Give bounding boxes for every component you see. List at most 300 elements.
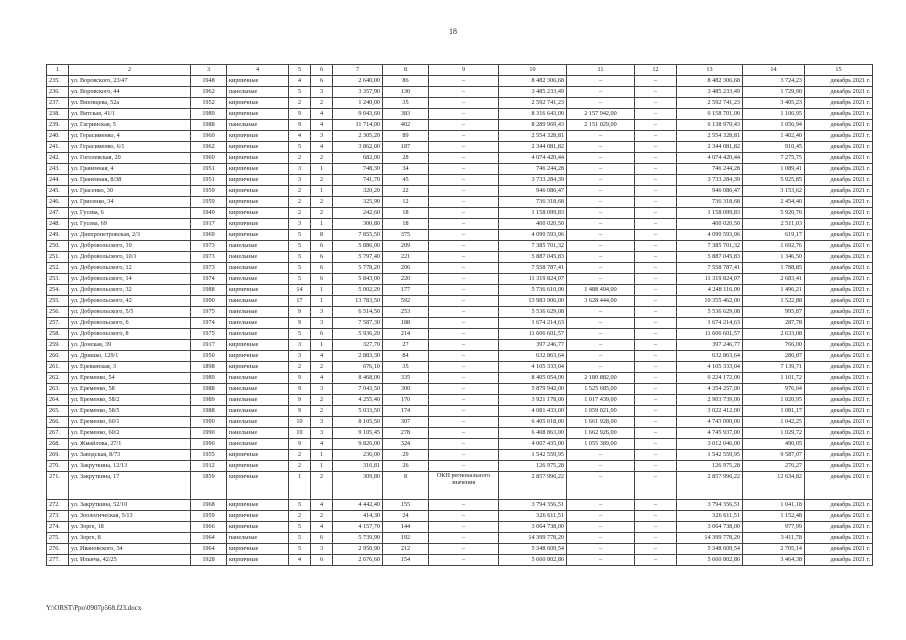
table-cell: декабрь 2021 г. [805, 219, 873, 230]
table-cell: – [567, 263, 635, 274]
file-path-footer: Y:\ORST\Ppo\0907p568.f23.docx [46, 604, 142, 612]
table-cell: декабрь 2021 г. [805, 439, 873, 450]
table-cell: – [567, 98, 635, 109]
table-cell: 7 385 701,32 [499, 241, 567, 252]
heritage-note: ОКН регионального значения [436, 472, 491, 486]
table-cell: 736 318,68 [499, 197, 567, 208]
table-cell: 1988 [191, 285, 227, 296]
table-cell: 1974 [191, 274, 227, 285]
table-cell: 266. [47, 417, 69, 428]
table-cell: ул. Гоголевская, 20 [69, 153, 191, 164]
table-cell: – [635, 500, 677, 511]
table-cell: 1 [311, 219, 333, 230]
table-cell: 1959 [191, 186, 227, 197]
table-cell: 9 [289, 318, 311, 329]
table-cell: 4 [311, 439, 333, 450]
table-cell: – [567, 544, 635, 555]
table-cell: 1951 [191, 164, 227, 175]
table-cell: – [567, 252, 635, 263]
table-cell: 632 863,64 [677, 351, 743, 362]
table-row [47, 109, 873, 120]
table-cell: 5 879 942,00 [499, 384, 567, 395]
table-row [47, 274, 873, 285]
table-cell: ул. Закруткина, 52/10 [69, 500, 191, 511]
table-cell: – [429, 555, 499, 566]
table-cell: кирпичные [227, 285, 289, 296]
column-header: 13 [677, 65, 743, 76]
table-cell: – [567, 461, 635, 472]
table-cell: 1960 [191, 131, 227, 142]
table-cell: 5 348 609,54 [499, 544, 567, 555]
table-cell: 676,10 [333, 362, 383, 373]
table-cell: – [429, 351, 499, 362]
table-cell: 1973 [191, 241, 227, 252]
table-cell: 320,20 [333, 186, 383, 197]
table-cell: 2 [289, 208, 311, 219]
table-cell: 2 305,20 [333, 131, 383, 142]
table-cell: – [635, 131, 677, 142]
table-cell: ул. Герасименко, 6/1 [69, 142, 191, 153]
table-row [47, 252, 873, 263]
table-row [47, 263, 873, 274]
table-cell: декабрь 2021 г. [805, 197, 873, 208]
table-cell: 946 086,47 [677, 186, 743, 197]
table-cell: ул. Жмайлова, 27/1 [69, 439, 191, 450]
table-cell: 8 289 969,43 [499, 120, 567, 131]
table-cell: – [429, 252, 499, 263]
table-cell: 275. [47, 533, 69, 544]
table-cell: 619,17 [743, 230, 805, 241]
table-cell: 3 464,38 [743, 555, 805, 566]
table-cell: 1 729,90 [743, 87, 805, 98]
table-cell: 10 [289, 428, 311, 439]
table-cell: декабрь 2021 г. [805, 362, 873, 373]
table-cell: ул. Гусева, 69 [69, 219, 191, 230]
table-cell: 4 745 937,00 [677, 428, 743, 439]
table-cell: 6 [311, 555, 333, 566]
table-cell: декабрь 2021 г. [805, 373, 873, 384]
table-cell: 1898 [191, 362, 227, 373]
table-cell: – [429, 263, 499, 274]
table-cell: 29 [383, 450, 429, 461]
table-cell: 245. [47, 186, 69, 197]
table-cell: 269. [47, 450, 69, 461]
table-cell: – [567, 87, 635, 98]
table-cell: – [635, 263, 677, 274]
table-cell: 6 [311, 76, 333, 87]
table-cell: – [567, 450, 635, 461]
table-cell: 9 [289, 439, 311, 450]
table-cell: 1990 [191, 417, 227, 428]
table-cell: 2 344 081,82 [677, 142, 743, 153]
table-cell: 335 [383, 373, 429, 384]
table-cell: декабрь 2021 г. [805, 533, 873, 544]
table-cell: 236. [47, 87, 69, 98]
table-row [47, 164, 873, 175]
table-cell: ул. Грасенко, 30 [69, 186, 191, 197]
table-row [47, 417, 873, 428]
table-row [47, 219, 873, 230]
table-cell: 2 180 882,00 [567, 373, 635, 384]
table-cell: 741,70 [333, 175, 383, 186]
table-cell: 271. [47, 472, 69, 500]
table-cell: 4 248 116,00 [677, 285, 743, 296]
table-cell: – [635, 164, 677, 175]
table-cell: 4 157,70 [333, 522, 383, 533]
table-cell: 188 [383, 318, 429, 329]
table-row [47, 500, 873, 511]
table-cell: – [567, 522, 635, 533]
table-row [47, 472, 873, 500]
table-cell: 6 [311, 533, 333, 544]
table-cell: 1 674 214,63 [499, 318, 567, 329]
table-cell: 9 [289, 120, 311, 131]
table-cell: 1 106,95 [743, 109, 805, 120]
table-cell: – [429, 87, 499, 98]
table-cell: – [635, 417, 677, 428]
table-cell: декабрь 2021 г. [805, 241, 873, 252]
table-cell: декабрь 2021 г. [805, 252, 873, 263]
table-cell: 2 857 996,22 [499, 472, 567, 500]
table-cell: 4 [311, 109, 333, 120]
table-cell: панельные [227, 406, 289, 417]
table-cell: – [635, 208, 677, 219]
table-cell: декабрь 2021 г. [805, 153, 873, 164]
table-cell: ул. Добровольского, 12 [69, 263, 191, 274]
column-header: 2 [69, 65, 191, 76]
table-cell: 2 [289, 450, 311, 461]
table-cell: 9 [289, 307, 311, 318]
table-cell: 253. [47, 274, 69, 285]
table-cell: 3 [311, 131, 333, 142]
table-cell: кирпичные [227, 230, 289, 241]
table-cell: 17 [289, 296, 311, 307]
table-cell: 592 [383, 296, 429, 307]
table-cell: 3 [311, 307, 333, 318]
table-cell: 3 733 284,39 [677, 175, 743, 186]
table-cell: ул. Еременко, 60/1 [69, 417, 191, 428]
table-cell: – [429, 340, 499, 351]
table-cell: – [429, 208, 499, 219]
header-row [47, 65, 873, 76]
table-cell: – [429, 511, 499, 522]
table-cell: 35 [383, 362, 429, 373]
table-cell: 1 661 928,00 [567, 417, 635, 428]
table-cell: декабрь 2021 г. [805, 555, 873, 566]
table-cell: 155 [383, 500, 429, 511]
table-cell: 287,78 [743, 318, 805, 329]
table-cell: ул. Ивановского, 34 [69, 544, 191, 555]
table-cell: 246. [47, 197, 69, 208]
table-cell: – [429, 533, 499, 544]
table-row [47, 296, 873, 307]
table-cell: 7 558 787,41 [677, 263, 743, 274]
table-cell: 5 936,20 [333, 329, 383, 340]
table-cell: панельные [227, 395, 289, 406]
table-cell: 2 883,30 [333, 351, 383, 362]
table-cell: 4 074 420,44 [677, 153, 743, 164]
table-cell: 2 [289, 98, 311, 109]
table-cell: 946 086,47 [499, 186, 567, 197]
table-cell: 2 [289, 461, 311, 472]
table-cell: 1 [311, 186, 333, 197]
table-cell: декабрь 2021 г. [805, 395, 873, 406]
table-cell: 5 536 629,08 [499, 307, 567, 318]
table-cell: 2 [311, 362, 333, 373]
table-cell: 34 [383, 164, 429, 175]
table-cell: 5 887 045,83 [677, 252, 743, 263]
table-cell: 1968 [191, 500, 227, 511]
table-cell: 6 [311, 274, 333, 285]
table-cell: 6 224 172,00 [677, 373, 743, 384]
table-cell: – [635, 351, 677, 362]
table-cell: – [567, 329, 635, 340]
table-cell: декабрь 2021 г. [805, 120, 873, 131]
table-cell: 4 [311, 120, 333, 131]
table-cell: 9 587,07 [743, 450, 805, 461]
table-cell: 2 [311, 472, 333, 500]
table-cell: панельные [227, 329, 289, 340]
table-cell: ул. Еременко, 58/5 [69, 406, 191, 417]
table-cell: – [429, 197, 499, 208]
table-cell: декабрь 2021 г. [805, 131, 873, 142]
table-cell: ул. Граненная, 8/38 [69, 175, 191, 186]
table-row [47, 373, 873, 384]
table-cell: 326 611,51 [677, 511, 743, 522]
table-cell: 5 736 610,00 [499, 285, 567, 296]
table-cell: 5 536 629,08 [677, 307, 743, 318]
table-cell [429, 472, 499, 500]
table-cell: – [429, 329, 499, 340]
table-cell: панельные [227, 318, 289, 329]
table-row [47, 98, 873, 109]
table-cell: кирпичные [227, 197, 289, 208]
table-cell: 24 [383, 511, 429, 522]
table-cell: ул. Заводская, 8/73 [69, 450, 191, 461]
table-cell: 6 [311, 329, 333, 340]
table-cell: 1955 [191, 450, 227, 461]
table-cell: 4 [311, 351, 333, 362]
table-cell: ул. Граненная, 4 [69, 164, 191, 175]
column-header: 9 [429, 65, 499, 76]
table-cell: декабрь 2021 г. [805, 87, 873, 98]
table-cell: – [567, 351, 635, 362]
table-cell: ул. Зорге, 8 [69, 533, 191, 544]
table-cell: панельные [227, 263, 289, 274]
table-cell: ул. Гагринская, 5 [69, 120, 191, 131]
table-cell: – [635, 153, 677, 164]
table-cell: 1974 [191, 318, 227, 329]
table-cell: 2 683,41 [743, 274, 805, 285]
table-cell: 235. [47, 76, 69, 87]
table-cell: 2 [311, 406, 333, 417]
table-cell: – [429, 274, 499, 285]
table-cell: 4 081 433,00 [499, 406, 567, 417]
table-cell: 977,99 [743, 522, 805, 533]
table-cell: 4 [289, 131, 311, 142]
table-cell: 5 348 609,54 [677, 544, 743, 555]
table-cell: 2 705,14 [743, 544, 805, 555]
table-cell: 28 [383, 153, 429, 164]
table-cell: 2 592 741,23 [677, 98, 743, 109]
table-cell: 3 724,23 [743, 76, 805, 87]
table-cell: 250. [47, 241, 69, 252]
table-cell: ул. Ильича, 42/25 [69, 555, 191, 566]
table-cell: ул. Закруткина, 12/13 [69, 461, 191, 472]
table-cell: 1 [311, 340, 333, 351]
table-cell: декабрь 2021 г. [805, 500, 873, 511]
table-row [47, 197, 873, 208]
table-row [47, 395, 873, 406]
table-cell: панельные [227, 274, 289, 285]
column-header: 11 [567, 65, 635, 76]
table-cell: – [635, 241, 677, 252]
table-cell: 264. [47, 395, 69, 406]
table-cell: – [635, 230, 677, 241]
table-cell: 1952 [191, 98, 227, 109]
table-cell: 3 [311, 318, 333, 329]
table-cell: 327,70 [333, 340, 383, 351]
table-cell: 2 151 029,00 [567, 120, 635, 131]
table-cell: декабрь 2021 г. [805, 307, 873, 318]
table-cell: 5 [289, 544, 311, 555]
table-cell: 2 554 328,81 [499, 131, 567, 142]
table-cell: 252. [47, 263, 69, 274]
table-cell: 5 002,20 [333, 285, 383, 296]
table-cell: 273. [47, 511, 69, 522]
table-cell: 1 542 559,95 [499, 450, 567, 461]
table-cell: кирпичные [227, 340, 289, 351]
table-cell: 1988 [191, 384, 227, 395]
table-cell: декабрь 2021 г. [805, 142, 873, 153]
table-cell: 2 950,90 [333, 544, 383, 555]
table-cell: – [567, 76, 635, 87]
table-cell: 9 105,45 [333, 428, 383, 439]
table-cell: 1 158 099,83 [499, 208, 567, 219]
table-cell: 3 [289, 340, 311, 351]
table-cell: 2 [311, 511, 333, 522]
table-cell: – [567, 555, 635, 566]
table-cell: ул. Еременко, 58/2 [69, 395, 191, 406]
table-cell: 2 [311, 395, 333, 406]
table-cell: 261. [47, 362, 69, 373]
table-cell: 278 [383, 428, 429, 439]
column-header: 12 [635, 65, 677, 76]
table-cell: 4 [289, 555, 311, 566]
table-row [47, 428, 873, 439]
table-cell: 4 [311, 373, 333, 384]
table-cell: 5 [289, 252, 311, 263]
table-cell: 4 090 593,96 [677, 230, 743, 241]
table-row [47, 87, 873, 98]
table-cell: кирпичные [227, 511, 289, 522]
table-cell: 8 [383, 472, 429, 500]
table-cell: – [429, 153, 499, 164]
table-cell: 253 [383, 307, 429, 318]
table-cell: 3 405,23 [743, 98, 805, 109]
table-cell: 242,60 [333, 208, 383, 219]
table-cell: 3 [311, 87, 333, 98]
table-row [47, 329, 873, 340]
table-cell: 910,45 [743, 142, 805, 153]
table-cell: – [429, 98, 499, 109]
table-cell: 5 887 045,83 [499, 252, 567, 263]
table-cell: 238. [47, 109, 69, 120]
table-cell: кирпичные [227, 500, 289, 511]
table-cell: – [429, 142, 499, 153]
table-cell: кирпичные [227, 522, 289, 533]
table-cell: 144 [383, 522, 429, 533]
table-cell: 1 056,94 [743, 120, 805, 131]
table-row [47, 439, 873, 450]
table-cell: 8 482 306,68 [499, 76, 567, 87]
table-cell: 2 [311, 175, 333, 186]
table-cell: декабрь 2021 г. [805, 329, 873, 340]
table-cell: – [429, 186, 499, 197]
table-row [47, 76, 873, 87]
table-cell: 220 [383, 274, 429, 285]
table-cell: – [429, 219, 499, 230]
table-cell: 3 411,78 [743, 533, 805, 544]
table-cell: – [429, 406, 499, 417]
table-cell: 1859 [191, 472, 227, 500]
table-row [47, 450, 873, 461]
table-cell: 254. [47, 285, 69, 296]
table-row [47, 285, 873, 296]
table-cell: ул. Ереванская, 3 [69, 362, 191, 373]
table-cell: 1 788,85 [743, 263, 805, 274]
table-row [47, 318, 873, 329]
table-cell: 272. [47, 500, 69, 511]
table-cell: 1990 [191, 428, 227, 439]
table-cell: 2 344 081,82 [499, 142, 567, 153]
table-cell: 270. [47, 461, 69, 472]
table-cell: ул. Добровольского, 6 [69, 318, 191, 329]
table-cell: – [567, 142, 635, 153]
table-cell: – [635, 395, 677, 406]
table-cell: 2 [311, 153, 333, 164]
table-cell: – [567, 274, 635, 285]
table-cell: 3 [311, 417, 333, 428]
table-cell: 214 [383, 329, 429, 340]
table-cell: 86 [383, 76, 429, 87]
table-cell: ул. Зорге, 18 [69, 522, 191, 533]
table-cell: 6 514,50 [333, 307, 383, 318]
table-cell: 248. [47, 219, 69, 230]
column-header: 5 [289, 65, 311, 76]
table-cell: 7 558 787,41 [499, 263, 567, 274]
table-cell: – [429, 395, 499, 406]
table-cell: 1990 [191, 439, 227, 450]
table-cell: 1 101,72 [743, 373, 805, 384]
table-cell: 1 089,41 [743, 164, 805, 175]
table-cell: декабрь 2021 г. [805, 417, 873, 428]
table-cell: 1 674 214,63 [677, 318, 743, 329]
table-row [47, 241, 873, 252]
table-cell: 4 [289, 76, 311, 87]
table-cell: 460 020,50 [677, 219, 743, 230]
table-cell: 286,87 [743, 351, 805, 362]
table-cell: 6 158 701,00 [677, 109, 743, 120]
table-cell: 4 354 257,00 [677, 384, 743, 395]
table-cell: 265. [47, 406, 69, 417]
table-cell: 1 692,76 [743, 241, 805, 252]
table-cell: ул. Добровольского, 10 [69, 241, 191, 252]
table-cell: 258. [47, 329, 69, 340]
table-cell: – [635, 439, 677, 450]
table-cell: 326 611,51 [499, 511, 567, 522]
table-row [47, 544, 873, 555]
